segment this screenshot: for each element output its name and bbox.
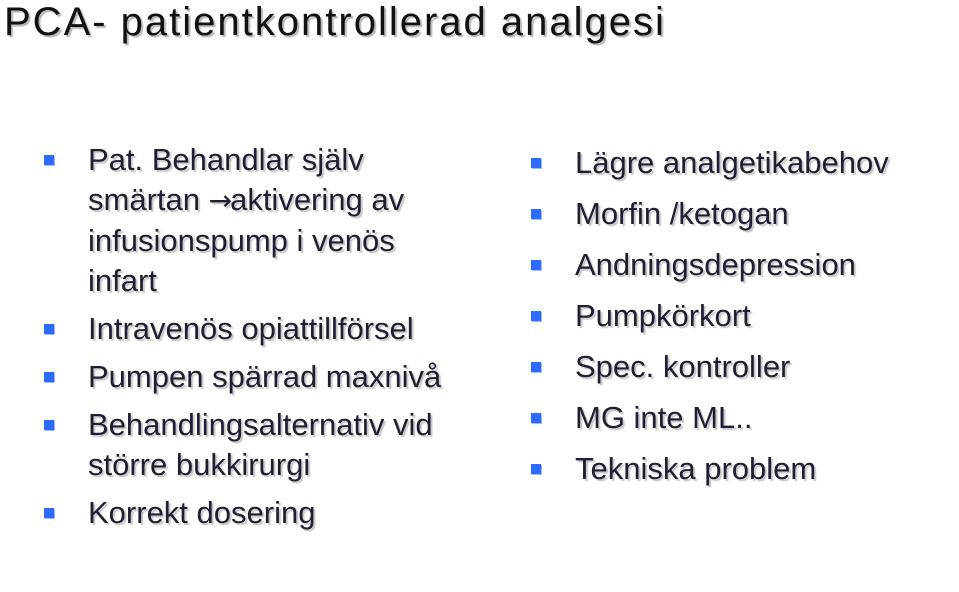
square-bullet-icon xyxy=(531,209,541,219)
square-bullet-icon xyxy=(531,362,541,372)
list-item-text: Behandlingsalternativ vid större bukkirurgi xyxy=(88,407,433,482)
square-bullet-icon xyxy=(44,508,54,518)
list-item-text: Tekniska problem xyxy=(575,451,817,486)
list-item-text: MG inte ML.. xyxy=(575,400,753,435)
square-bullet-icon xyxy=(44,324,54,334)
list-item xyxy=(531,295,956,337)
square-bullet-icon xyxy=(531,158,541,168)
list-item xyxy=(44,357,464,397)
square-bullet-icon xyxy=(531,413,541,423)
list-item xyxy=(531,193,956,235)
square-bullet-icon xyxy=(44,420,54,430)
square-bullet-icon xyxy=(44,155,54,165)
list-item xyxy=(44,405,464,485)
list-item xyxy=(44,493,464,533)
list-item xyxy=(531,142,956,184)
list-item xyxy=(44,309,464,349)
list-item-text: Lägre analgetikabehov xyxy=(575,145,889,180)
square-bullet-icon xyxy=(531,464,541,474)
list-item-text: Andningsdepression xyxy=(575,247,856,282)
square-bullet-icon xyxy=(531,311,541,321)
list-item-text: Intravenös opiattillförsel xyxy=(88,311,414,346)
list-item xyxy=(44,140,464,301)
list-item xyxy=(531,346,956,388)
square-bullet-icon xyxy=(44,372,54,382)
square-bullet-icon xyxy=(531,260,541,270)
slide-title: PCA- patientkontrollerad analgesi xyxy=(4,0,666,44)
right-arrow-icon: → xyxy=(208,184,231,217)
list-item-text: aktivering av infusionspump i venös infart xyxy=(88,182,405,298)
list-item-text: Spec. kontroller xyxy=(575,349,791,384)
right-bullet-list xyxy=(531,142,956,499)
left-bullet-list xyxy=(44,140,464,541)
list-item-text: Pumpen spärrad maxnivå xyxy=(88,359,442,394)
list-item xyxy=(531,244,956,286)
list-item-text: Morfin /ketogan xyxy=(575,196,789,231)
list-item xyxy=(531,448,956,490)
list-item-text: Pat. Behandlar själv smärtan xyxy=(88,142,364,217)
list-item xyxy=(531,397,956,439)
list-item-text: Korrekt dosering xyxy=(88,495,316,530)
list-item-text: Pumpkörkort xyxy=(575,298,751,333)
